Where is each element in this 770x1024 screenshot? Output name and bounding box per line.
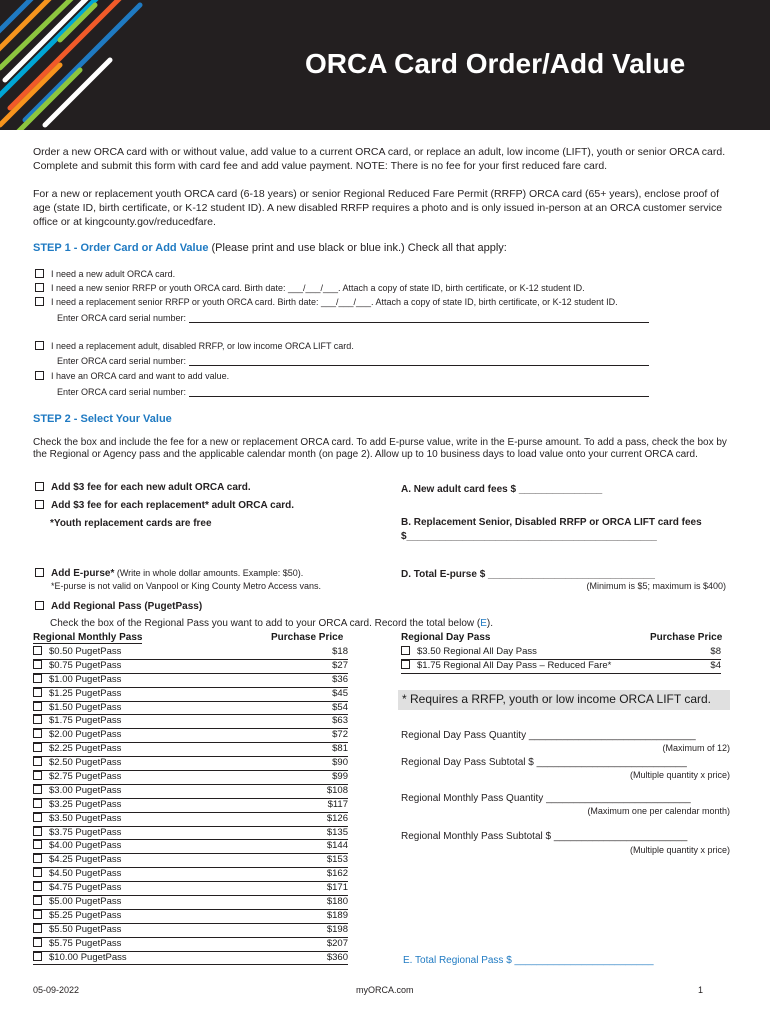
option-replace-senior-youth[interactable] [35, 297, 618, 307]
pass-name: $0.75 PugetPass [49, 659, 122, 671]
pass-price: $108 [326, 784, 348, 796]
pass-label [33, 952, 127, 963]
pass-option[interactable] [33, 646, 348, 660]
pass-option[interactable] [401, 660, 721, 674]
pass-option[interactable] [33, 799, 348, 813]
daypass-header: Regional Day Pass [401, 632, 491, 643]
checkbox-icon[interactable] [35, 283, 44, 292]
day-pass-quantity-note: (Maximum of 12) [662, 743, 730, 753]
serial-input[interactable] [189, 356, 649, 366]
pass-name: $3.75 PugetPass [49, 826, 122, 838]
checkbox-icon[interactable] [33, 660, 42, 669]
pass-option[interactable] [33, 688, 348, 702]
step1-instruction: (Please print and use black or blue ink.) Check all that apply: [208, 242, 507, 254]
pass-label [33, 660, 121, 671]
pass-name: $2.00 PugetPass [49, 729, 122, 741]
pass-price: $27 [332, 659, 348, 671]
pass-price: $180 [326, 896, 348, 908]
pass-label [33, 771, 121, 782]
checkbox-icon[interactable] [33, 854, 42, 863]
pass-name: $1.75 PugetPass [49, 715, 122, 727]
epurse-hint: (Write in whole dollar amounts. Example: $50). [114, 568, 304, 578]
day-pass-subtotal-note: (Multiple quantity x price) [629, 770, 730, 780]
pass-price: $171 [326, 882, 348, 894]
pass-name: $10.00 PugetPass [49, 951, 127, 963]
day-pass-quantity[interactable]: Regional Day Pass Quantity ______________________________ [401, 730, 696, 741]
step2-heading [33, 413, 172, 425]
serial-label: Enter ORCA card serial number: [57, 387, 187, 397]
pass-option[interactable] [33, 952, 348, 966]
pass-option[interactable] [33, 715, 348, 729]
pass-name: $1.50 PugetPass [49, 701, 122, 713]
checkbox-icon[interactable] [35, 341, 44, 350]
footer-page-number: 1 [698, 985, 704, 995]
pass-label [33, 715, 121, 726]
pass-label [33, 702, 121, 713]
pass-name: $5.25 PugetPass [49, 909, 122, 921]
checkbox-icon[interactable] [33, 813, 42, 822]
checkbox-icon[interactable] [35, 500, 44, 509]
option-replace-adult[interactable] [35, 341, 354, 351]
pass-option[interactable] [33, 729, 348, 743]
option-label: Add Regional Pass (PugetPass) [51, 601, 203, 612]
pass-option[interactable] [33, 882, 348, 896]
option-new-adult[interactable] [35, 269, 175, 279]
step2-title: STEP 2 - Select Your Value [33, 413, 172, 425]
option-label: I need a replacement senior RRFP or youth ORCA card. Birth date: ___/___/___. Attach a copy of state ID, birth certificate, or K-12 student ID. [51, 297, 618, 307]
fee-adult-option[interactable] [35, 482, 251, 493]
pass-name: $4.25 PugetPass [49, 854, 122, 866]
pass-price: $153 [326, 854, 348, 866]
pass-name: $3.25 PugetPass [49, 798, 122, 810]
pass-price: $54 [332, 701, 348, 713]
pass-name: $5.00 PugetPass [49, 896, 122, 908]
epurse-limits-note: (Minimum is $5; maximum is $400) [586, 581, 726, 591]
pass-label [33, 674, 121, 685]
epurse-option[interactable] [35, 568, 303, 579]
serial-number-2[interactable] [57, 356, 649, 366]
checkbox-icon[interactable] [33, 952, 42, 961]
pass-price: $189 [326, 909, 348, 921]
monthly-pass-quantity-note: (Maximum one per calendar month) [587, 806, 730, 816]
pass-option[interactable] [33, 854, 348, 868]
pass-option[interactable] [33, 938, 348, 952]
intro-paragraph-1: Order a new ORCA card with or without value, add value to a current ORCA card, or replace an adult, low income (LIFT), youth or senior ORCA card. Complete and submit this form with card fee and add value payment. NOTE: There is no fee for your first reduced fare card. [33, 146, 726, 172]
monthly-pass-subtotal-note: (Multiple quantity x price) [629, 845, 730, 855]
checkbox-icon[interactable] [33, 715, 42, 724]
intro-paragraph-2: For a new or replacement youth ORCA card (6-18 years) or senior Regional Reduced Fare Permit (RRFP) ORCA card (65+ years), enclose proof of age (state ID, birth certificate, or K-12 student ID). A new disabled RRFP requires a photo and is only issued in-person at an ORCA customer service office or at kingcounty.gov/reducedfare. [33, 188, 723, 228]
checkbox-icon[interactable] [33, 910, 42, 919]
checkbox-icon[interactable] [35, 601, 44, 610]
pass-price: $63 [332, 715, 348, 727]
fee-replacement-option[interactable] [35, 500, 294, 511]
pass-price: $144 [326, 840, 348, 852]
option-label: Add $3 fee for each replacement* adult ORCA card. [51, 500, 295, 511]
pass-label [33, 868, 121, 879]
stripe-graphic-icon [0, 0, 150, 130]
pass-name: $1.25 PugetPass [49, 687, 122, 699]
pass-price: $207 [326, 937, 348, 949]
pass-label [33, 827, 121, 838]
option-new-senior-youth[interactable] [35, 283, 585, 293]
checkbox-icon[interactable] [35, 568, 44, 577]
checkbox-icon[interactable] [33, 896, 42, 905]
requires-note: * Requires a RRFP, youth or low income ORCA LIFT card. [398, 690, 730, 710]
checkbox-icon[interactable] [35, 482, 44, 491]
page-title: ORCA Card Order/Add Value [305, 48, 686, 79]
pass-label [33, 854, 121, 865]
option-label: I need a new senior RRFP or youth ORCA card. Birth date: ___/___/___. Attach a copy of state ID, birth certificate, or K-12 student ID. [51, 283, 585, 293]
pass-name: $3.00 PugetPass [49, 784, 122, 796]
footer-site: myORCA.com [356, 985, 414, 995]
pass-name: $0.50 PugetPass [49, 646, 122, 657]
daypass-price-header: Purchase Price [650, 632, 723, 643]
pass-label [33, 729, 121, 740]
monthly-pass-list [33, 646, 348, 965]
checkbox-icon[interactable] [33, 729, 42, 738]
regional-pass-instructions [50, 618, 493, 629]
pass-label [33, 799, 121, 810]
monthly-pass-subtotal[interactable]: Regional Monthly Pass Subtotal $ ________________________ [401, 831, 688, 842]
pass-option[interactable] [33, 840, 348, 854]
checkbox-icon[interactable] [35, 371, 44, 380]
pass-option[interactable] [33, 743, 348, 757]
pass-price: $117 [327, 798, 348, 810]
serial-number-1[interactable] [57, 313, 649, 323]
pass-option[interactable] [33, 868, 348, 882]
checkbox-icon[interactable] [33, 646, 42, 655]
checkbox-icon[interactable] [35, 297, 44, 306]
pass-name: $1.00 PugetPass [49, 673, 122, 685]
youth-note: *Youth replacement cards are free [50, 518, 212, 529]
total-regional-pass[interactable]: E. Total Regional Pass $ _________________________ [403, 955, 654, 966]
checkbox-icon[interactable] [33, 924, 42, 933]
checkbox-icon[interactable] [33, 868, 42, 877]
checkbox-icon[interactable] [33, 702, 42, 711]
pass-price: $72 [332, 729, 348, 741]
pass-name: $4.75 PugetPass [49, 882, 122, 894]
pass-option[interactable] [33, 660, 348, 674]
pass-name: $5.75 PugetPass [49, 937, 122, 949]
option-label: Add $3 fee for each new adult ORCA card. [51, 482, 251, 493]
pass-price: $360 [326, 951, 348, 963]
checkbox-icon[interactable] [33, 840, 42, 849]
step1-heading [33, 242, 507, 254]
checkbox-icon[interactable] [33, 674, 42, 683]
checkbox-icon[interactable] [33, 938, 42, 947]
option-add-value[interactable] [35, 371, 229, 381]
pass-name: $3.50 Regional All Day Pass [417, 646, 537, 657]
step2-instructions: Check the box and include the fee for a new or replacement ORCA card. To add E-purse value, write in the E-purse amount. To add a pass, check the box by the Regional or Agency pass and the applicable calendar month (on page 2). Allow up to 10 business days to load value onto your current ORCA card. [33, 437, 727, 460]
day-pass-subtotal[interactable]: Regional Day Pass Subtotal $ ___________________________ [401, 757, 687, 768]
regional-pass-option[interactable] [35, 601, 202, 612]
pass-price: $198 [326, 923, 348, 935]
pass-option[interactable] [33, 827, 348, 841]
pass-option[interactable] [33, 896, 348, 910]
epurse-label: Add E-purse* [51, 568, 115, 579]
line-a-adult-fees[interactable]: A. New adult card fees $ _______________ [401, 484, 603, 495]
pass-name: $1.75 Regional All Day Pass – Reduced Fare* [417, 659, 612, 671]
pass-name: $5.50 PugetPass [49, 923, 122, 935]
serial-input[interactable] [189, 387, 649, 397]
pass-label [33, 910, 121, 921]
instr-text: ). [486, 618, 494, 629]
serial-label: Enter ORCA card serial number: [57, 356, 187, 366]
pass-label [33, 896, 121, 907]
day-pass-list [401, 646, 721, 674]
checkbox-icon[interactable] [33, 771, 42, 780]
checkbox-icon[interactable] [33, 743, 42, 752]
serial-number-3[interactable] [57, 387, 649, 397]
pass-price: $18 [332, 646, 348, 657]
pass-option[interactable] [33, 924, 348, 938]
line-b-amount[interactable]: $_____________________________________________ [401, 531, 657, 542]
pass-price: $45 [332, 687, 348, 699]
instr-text: Check the box of the Regional Pass you want to add to your ORCA card. Record the total below ( [50, 618, 481, 629]
pass-price: $126 [326, 812, 348, 824]
pass-name: $2.50 PugetPass [49, 757, 122, 769]
pass-price: $135 [326, 826, 348, 838]
pass-name: $3.50 PugetPass [49, 812, 122, 824]
pass-price: $36 [332, 673, 348, 685]
pass-label [33, 938, 121, 949]
step1-title: STEP 1 - Order Card or Add Value [33, 242, 209, 254]
monthly-header: Regional Monthly Pass [33, 632, 143, 643]
pass-option[interactable] [401, 646, 721, 660]
pass-name: $2.75 PugetPass [49, 771, 122, 783]
pass-name: $2.25 PugetPass [49, 743, 122, 755]
checkbox-icon[interactable] [33, 799, 42, 808]
pass-price: $162 [326, 868, 348, 880]
serial-label: Enter ORCA card serial number: [57, 313, 187, 323]
monthly-price-header: Purchase Price [271, 632, 344, 643]
pass-price: $8 [710, 646, 721, 657]
checkbox-icon[interactable] [33, 882, 42, 891]
pass-label [33, 924, 121, 935]
pass-price: $81 [332, 743, 348, 755]
line-b-replacement-fees: B. Replacement Senior, Disabled RRFP or ORCA LIFT card fees [401, 517, 702, 528]
pass-option[interactable] [33, 702, 348, 716]
pass-label [33, 646, 121, 657]
checkbox-icon[interactable] [33, 688, 42, 697]
pass-label [33, 813, 121, 824]
pass-price: $4 [710, 659, 721, 671]
checkbox-icon[interactable] [33, 757, 42, 766]
checkbox-icon[interactable] [35, 269, 44, 278]
option-label: I need a new adult ORCA card. [51, 269, 176, 279]
pass-option[interactable] [33, 757, 348, 771]
pass-label [33, 785, 121, 796]
pass-option[interactable] [33, 674, 348, 688]
option-label: I need a replacement adult, disabled RRFP, or low income ORCA LIFT card. [51, 341, 354, 351]
pass-label [33, 688, 121, 699]
checkbox-icon[interactable] [33, 785, 42, 794]
pass-label [401, 660, 611, 671]
footer-date: 05-09-2022 [33, 985, 80, 995]
pass-label [33, 757, 121, 768]
pass-option[interactable] [33, 785, 348, 799]
option-label: I have an ORCA card and want to add value. [51, 371, 230, 381]
instr-ref: E [480, 618, 487, 629]
pass-price: $90 [332, 757, 348, 769]
checkbox-icon[interactable] [33, 827, 42, 836]
monthly-pass-quantity[interactable]: Regional Monthly Pass Quantity __________________________ [401, 793, 691, 804]
pass-label [401, 646, 537, 657]
pass-label [33, 743, 121, 754]
pass-option[interactable] [33, 910, 348, 924]
serial-input[interactable] [189, 313, 649, 323]
checkbox-icon[interactable] [401, 660, 410, 669]
pass-label [33, 882, 121, 893]
pass-price: $99 [332, 771, 348, 783]
header-banner [0, 0, 770, 130]
pass-name: $4.50 PugetPass [49, 868, 122, 880]
pass-option[interactable] [33, 771, 348, 785]
pass-label [33, 840, 121, 851]
line-d-total-epurse[interactable]: D. Total E-purse $ ______________________________ [401, 569, 655, 580]
pass-name: $4.00 PugetPass [49, 840, 122, 852]
checkbox-icon[interactable] [401, 646, 410, 655]
epurse-note: *E-purse is not valid on Vanpool or King County Metro Access vans. [51, 581, 321, 591]
pass-option[interactable] [33, 813, 348, 827]
